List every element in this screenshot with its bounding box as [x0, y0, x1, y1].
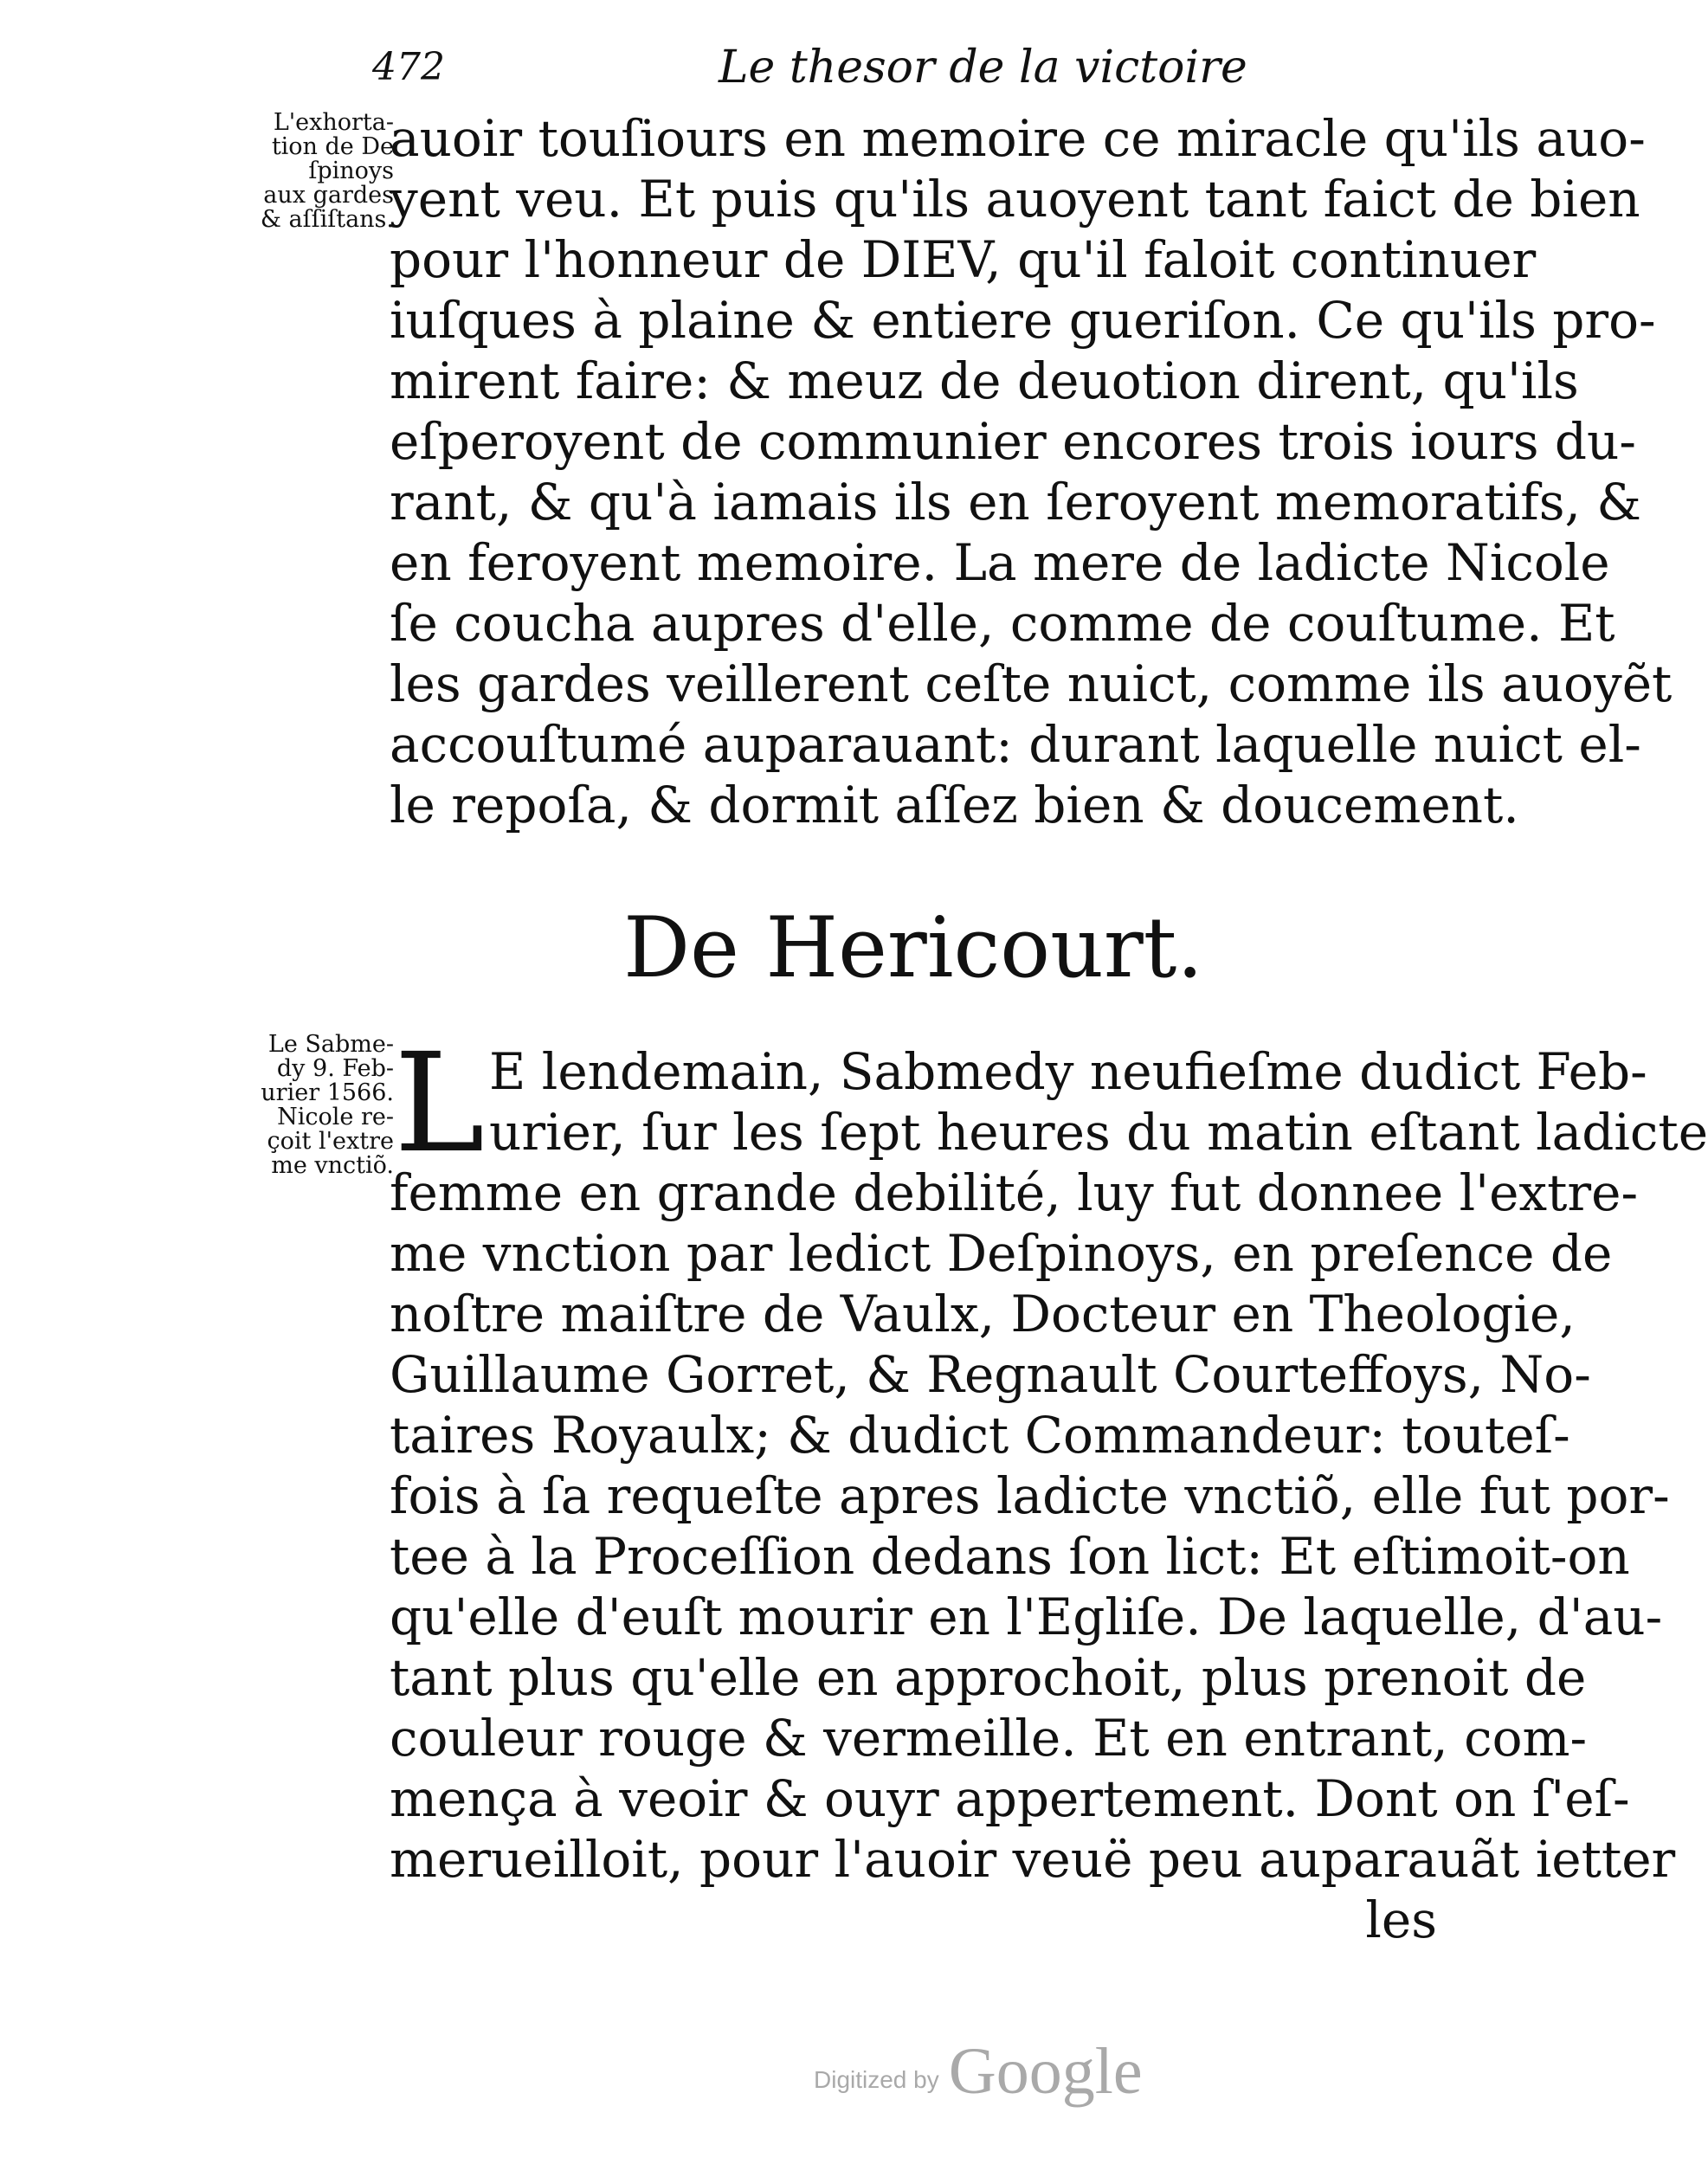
text-line: accouſtumé auparauant: durant laquelle nuict el- — [390, 715, 1641, 774]
catchword: les — [1365, 1890, 1437, 1949]
page-number: 472 — [372, 45, 445, 89]
running-title: Le thesor de la victoire — [719, 42, 1247, 93]
text-line: eſperoyent de communier encores trois iours du- — [390, 412, 1636, 471]
text-line: les gardes veillerent ceſte nuict, comme ils auoyẽt — [390, 654, 1673, 713]
text-line: taires Royaulx; & dudict Commandeur: touteſ- — [390, 1406, 1570, 1465]
section-title: De Hericourt. — [623, 899, 1203, 996]
margin-note-exhortation — [221, 111, 394, 232]
text-line: merueilloit, pour l'auoir veuë peu auparauãt ietter — [390, 1830, 1676, 1889]
text-line: ſe coucha aupres d'elle, comme de couſtume. Et — [390, 594, 1615, 653]
margin-note-line: çoit l'extre — [267, 1128, 394, 1155]
paragraph-two-opening — [489, 1041, 1708, 1163]
margin-note-line: & aſſiſtans. — [260, 206, 394, 233]
watermark-prefix: Digitized by — [814, 2066, 939, 2093]
margin-note-line: dy 9. Feb- — [276, 1055, 394, 1082]
text-line: fois à ſa requeſte apres ladicte vnctiõ, elle fut por- — [390, 1466, 1670, 1525]
text-line: pour l'honneur de DIEV, qu'il faloit continuer — [390, 230, 1537, 289]
text-line: Guillaume Gorret, & Regnault Courteffoys, No- — [390, 1345, 1591, 1404]
margin-note-line: me vnctiõ. — [271, 1152, 394, 1179]
paragraph-one — [390, 108, 1673, 835]
margin-note-line: ſpinoys — [308, 158, 394, 184]
text-line: femme en grande debilité, luy fut donnee l'extre- — [390, 1163, 1639, 1222]
text-line: yent veu. Et puis qu'ils auoyent tant faict de bien — [390, 170, 1640, 229]
margin-note-line: aux gardes — [263, 182, 394, 209]
google-logo: Google — [948, 2035, 1143, 2108]
margin-note-line: Le Sabme- — [267, 1031, 394, 1058]
text-line: tant plus qu'elle en approchoit, plus prenoit de — [390, 1648, 1587, 1707]
digitized-watermark — [814, 2034, 1143, 2109]
margin-note-line: Nicole re- — [277, 1104, 394, 1130]
paragraph-two — [390, 1163, 1676, 1950]
text-line: mirent faire: & meuz de deuotion dirent, qu'ils — [390, 351, 1579, 410]
margin-note-line: tion de De — [271, 133, 394, 160]
text-line: en feroyent memoire. La mere de ladicte Nicole — [390, 533, 1610, 592]
text-line: tee à la Proceſſion dedans ſon lict: Et eſtimoit-on — [390, 1527, 1630, 1586]
margin-note-line: L'exhorta- — [273, 109, 394, 136]
text-line: iuſques à plaine & entiere gueriſon. Ce qu'ils pro- — [390, 291, 1656, 350]
text-line: auoir touſiours en memoire ce miracle qu'ils auo- — [390, 109, 1646, 168]
text-line: me vnction par ledict Deſpinoys, en preſence de — [390, 1224, 1613, 1283]
text-line: noſtre maiſtre de Vaulx, Docteur en Theologie, — [390, 1285, 1576, 1343]
text-line: qu'elle d'euſt mourir en l'Egliſe. De laquelle, d'au- — [390, 1588, 1663, 1646]
margin-note-line: urier 1566. — [261, 1079, 394, 1106]
text-line: rant, & qu'à iamais ils en ſeroyent memoratifs, & — [390, 473, 1641, 531]
text-line: couleur rouge & vermeille. Et en entrant, com- — [390, 1709, 1588, 1768]
drop-cap: L — [394, 1024, 485, 1183]
margin-note-sabmedy — [221, 1033, 394, 1178]
text-line: E lendemain, Sabmedy neufieſme dudict Feb- — [489, 1042, 1647, 1101]
text-line: mença à veoir & ouyr appertement. Dont on ſ'eſ- — [390, 1769, 1630, 1828]
text-line: urier, ſur les ſept heures du matin eſtant ladicte — [489, 1103, 1708, 1162]
text-line: le repoſa, & dormit aſſez bien & doucement. — [390, 776, 1519, 834]
